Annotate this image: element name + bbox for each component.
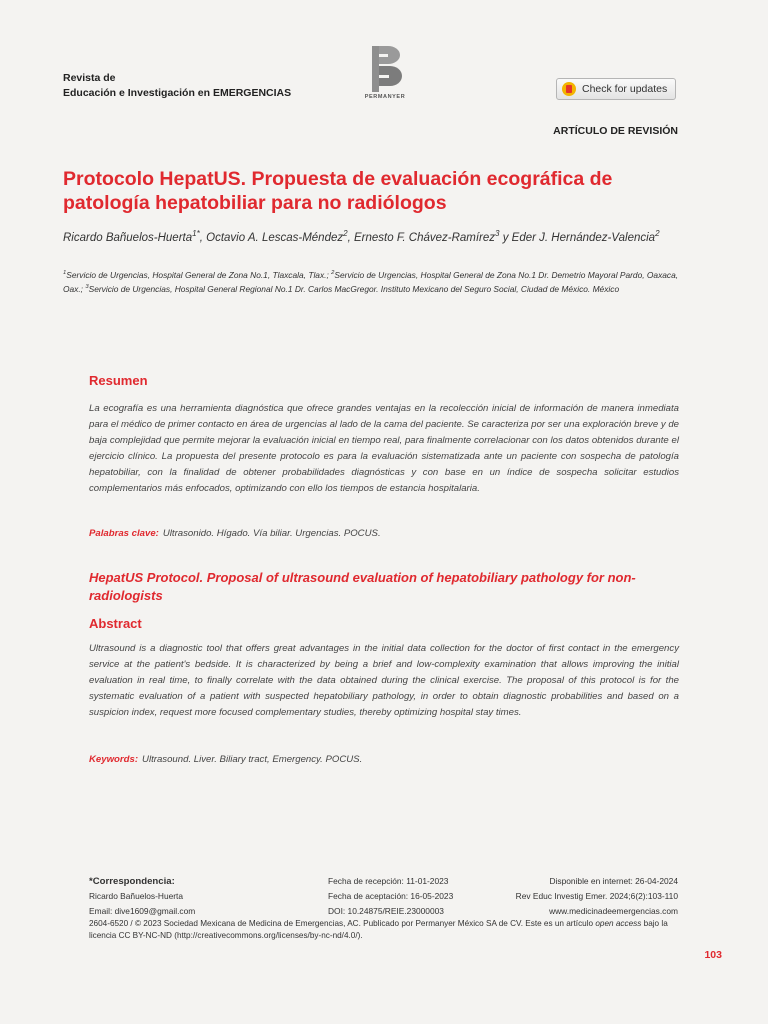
affil-3-sup: 3	[85, 284, 89, 291]
affil-3: Servicio de Urgencias, Hospital General Regional No.1 Dr. Carlos MacGregor. Instituto Mexicano del Seguro Social, Ciudad de México. México	[88, 284, 620, 294]
author-list	[63, 230, 683, 247]
palabras-clave-text: Ultrasonido. Hígado. Vía biliar. Urgencias. POCUS.	[162, 528, 381, 539]
author-4-sup: 2	[655, 229, 660, 239]
affil-1-sup: 1	[63, 270, 67, 277]
permanyer-logo-icon	[368, 46, 402, 92]
author-3-sup: 3	[495, 229, 500, 239]
correspondence-name: Ricardo Bañuelos-Huerta	[89, 891, 184, 901]
abstract-body: Ultrasound is a diagnostic tool that offers great advantages in the initial data collection for the doctor of first contact in the emergency service at the patient's bedside. It is characterized by being a brief and low-complexity examination that allows improving the initial evaluation in real time, to finally correlate with the data obtained during the clinical exercise. The proposal of this protocol is for the systematic evaluation of a patient with suspected hepatobiliary pathology, in order to obtain diagnostic probabilities and based on a suspicion index, request more focused complementary studies, thereby optimizing hospital stay times.	[89, 643, 679, 718]
author-1: Ricardo Bañuelos-Huerta	[63, 232, 193, 244]
author-2-sup: 2	[343, 229, 348, 239]
english-title: HepatUS Protocol. Proposal of ultrasound evaluation of hepatobiliary pathology for non-radiologists	[89, 570, 636, 603]
author-4: y Eder J. Hernández-Valencia	[499, 232, 656, 244]
author-2: , Octavio A. Lescas-Méndez	[199, 232, 344, 244]
accepted-date: Fecha de aceptación: 16-05-2023	[328, 891, 454, 901]
affil-2-sup: 2	[331, 270, 335, 277]
journal-name-line1: Revista de	[63, 72, 116, 84]
doi[interactable]: DOI: 10.24875/REIE.23000003	[328, 906, 444, 916]
license-open-access: open access	[595, 919, 642, 928]
correspondence	[89, 874, 195, 919]
online-date: Disponible en internet: 26-04-2024	[549, 876, 678, 886]
check-for-updates-label: Check for updates	[582, 83, 668, 95]
page-number: 103	[704, 949, 722, 961]
affil-1: Servicio de Urgencias, Hospital General de Zona No.1, Tlaxcala, Tlax.;	[66, 270, 332, 280]
keywords	[89, 754, 362, 765]
license-text-b: bajo la licencia CC BY-NC-ND (http://creativecommons.org/licenses/by-nc-nd/4.0/).	[89, 919, 668, 940]
publication-info	[516, 874, 678, 919]
citation: Rev Educ Investig Emer. 2024;6(2):103-110	[515, 891, 678, 901]
publisher-logo	[362, 46, 408, 100]
author-1-sup: 1*	[192, 229, 200, 239]
license-notice	[89, 918, 681, 942]
journal-name-line2: Educación e Investigación en EMERGENCIAS	[63, 87, 292, 99]
keywords-text: Ultrasound. Liver. Biliary tract, Emergency. POCUS.	[142, 754, 363, 765]
keywords-label: Keywords:	[89, 754, 139, 765]
resumen-heading: Resumen	[89, 373, 148, 388]
received-date: Fecha de recepción: 11-01-2023	[328, 876, 449, 886]
author-3: , Ernesto F. Chávez-Ramírez	[347, 232, 496, 244]
affiliations	[63, 268, 683, 296]
article-dates	[328, 874, 453, 919]
license-text-a: 2604-6520 / © 2023 Sociedad Mexicana de Medicina de Emergencias, AC. Publicado por Permanyer México SA de CV. Este es un artículo	[89, 919, 596, 928]
palabras-clave	[89, 528, 381, 539]
website-link[interactable]: www.medicinadeemergencias.com	[549, 906, 678, 916]
publisher-logo-text: PERMANYER	[364, 94, 406, 100]
palabras-clave-label: Palabras clave:	[89, 528, 159, 539]
resumen-body: La ecografía es una herramienta diagnóstica que ofrece grandes ventajas en la recolección inicial de información de manera inmediata para el médico de primer contacto en área de urgencias al lado de la cama del paciente. Se caracteriza por ser una exploración breve y de baja complejidad que permite mejorar la evaluación inicial en tiempo real, para finalmente correlacionar con los datos obtenidos durante el ejercicio clínico. La propuesta del presente protocolo es para la evaluación sistematizada ante un paciente con sospecha de patología hepatobiliar, con la finalidad de obtener probabilidades diagnósticas y con base en un índice de sospecha solicitar estudios complementarios más enfocados, optimizando con ello los tiempos de estancia hospitalaria.	[89, 403, 679, 494]
affil-2: Servicio de Urgencias, Hospital General de Zona No.1 Dr. Demetrio Mayoral Pardo, Oaxaca, Oax.;	[63, 270, 679, 294]
article-title: Protocolo HepatUS. Propuesta de evaluación ecográfica de patología hepatobiliar para no radiólogos	[63, 168, 613, 214]
correspondence-email[interactable]: Email: dive1609@gmail.com	[89, 906, 196, 916]
abstract-heading: Abstract	[89, 616, 142, 631]
correspondence-label: *Correspondencia:	[89, 876, 175, 887]
check-for-updates-button[interactable]	[556, 78, 676, 100]
article-type: ARTÍCULO DE REVISIÓN	[553, 125, 678, 137]
journal-name	[63, 71, 291, 101]
bookmark-icon	[562, 82, 576, 96]
